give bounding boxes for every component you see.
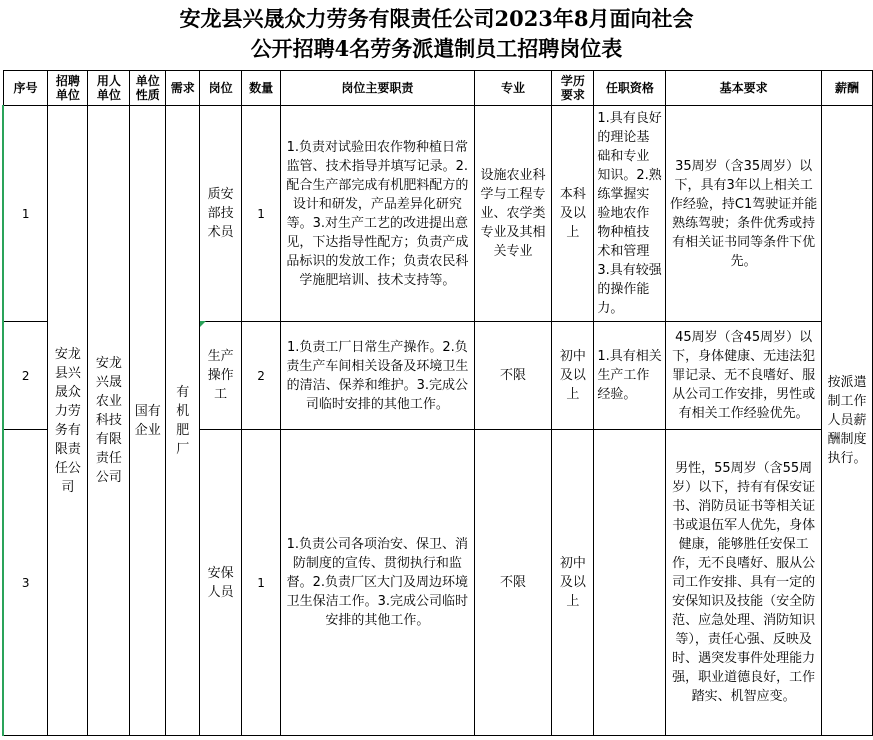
position-cell: 生产操作工 xyxy=(200,322,242,430)
header-qualification: 任职资格 xyxy=(594,71,666,106)
page-title xyxy=(0,0,873,68)
position-cell: 质安部技术员 xyxy=(200,106,242,322)
employ-unit-cell: 安龙兴晟农业科技有限责任公司 xyxy=(88,106,130,736)
salary-cell: 按派遣制工作人员薪酬制度执行。 xyxy=(821,106,872,736)
position-cell: 安保人员 xyxy=(200,430,242,736)
requirements-cell: 男性，55周岁（含55周岁）以下，持有有保安证书、消防员证书等相关证书或退伍军人优先，身体健康，能够胜任安保工作，无不良嗜好、服从公司工作安排、具有一定的安保知识及技能（安全防范、应急处理、消防知识等），责任心强、反映及时、遇突发事件处理能力强，职业道德良好，工作踏实、机智应变。 xyxy=(666,430,822,736)
education-cell: 初中及以上 xyxy=(552,322,594,430)
count-cell: 1 xyxy=(242,430,281,736)
demand-cell: 有机肥厂 xyxy=(166,106,200,736)
duties-cell: 1.负责工厂日常生产操作。2.负责生产车间相关设备及环境卫生的清洁、保养和维护。3.完成公司临时安排的其他工作。 xyxy=(281,322,475,430)
requirements-cell: 45周岁（含45周岁）以下，身体健康、无违法犯罪记录、无不良嗜好、服从公司工作安排，男性或有相关工作经验优先。 xyxy=(666,322,822,430)
recruit-unit-cell: 安龙县兴晟众力劳务有限责任公司 xyxy=(48,106,88,736)
header-seq: 序号 xyxy=(3,71,48,106)
recruitment-table xyxy=(2,70,873,736)
qualification-cell: 1.具有良好的理论基础和专业知识。2.熟练掌握实验地农作物种植技术和管理 3.具有较强的操作能力。 xyxy=(594,106,666,322)
duties-cell: 1.负责对试验田农作物种植日常监管、技术指导并填写记录。2.配合生产部完成有机肥料配方的设计和研发，产品差异化研究等。3.对生产工艺的改进提出意见，下达指导性配方；负责产成品标识的发放工作；负责农民科学施肥培训、技术支持等。 xyxy=(281,106,475,322)
header-position: 岗位 xyxy=(200,71,242,106)
row-seq: 3 xyxy=(3,430,48,736)
header-major: 专业 xyxy=(474,71,552,106)
header-row xyxy=(3,71,873,106)
header-requirements: 基本要求 xyxy=(666,71,822,106)
duties-cell: 1.负责公司各项治安、保卫、消防制度的宣传、贯彻执行和监督。2.负责厂区大门及周边环境卫生保洁工作。3.完成公司临时安排的其他工作。 xyxy=(281,430,475,736)
qualification-cell: 1.具有相关生产工作经验。 xyxy=(594,322,666,430)
header-recruit-unit: 招聘单位 xyxy=(48,71,88,106)
count-cell: 1 xyxy=(242,106,281,322)
header-demand: 需求 xyxy=(166,71,200,106)
requirements-cell: 35周岁（含35周岁）以下，具有3年以上相关工作经验，持C1驾驶证并能熟练驾驶；条件优秀或持有相关证书同等条件下优先。 xyxy=(666,106,822,322)
header-unit-nature: 单位性质 xyxy=(130,71,166,106)
header-count: 数量 xyxy=(242,71,281,106)
header-education: 学历要求 xyxy=(552,71,594,106)
title-line-2: 公开招聘4名劳务派遣制员工招聘岗位表 xyxy=(250,36,623,61)
row-seq: 1 xyxy=(3,106,48,322)
unit-nature-cell: 国有企业 xyxy=(130,106,166,736)
table-row xyxy=(3,106,873,322)
row-seq: 2 xyxy=(3,322,48,430)
major-cell: 不限 xyxy=(474,322,552,430)
qualification-cell xyxy=(594,430,666,736)
header-salary: 薪酬 xyxy=(821,71,872,106)
education-cell: 初中及以上 xyxy=(552,430,594,736)
major-cell: 不限 xyxy=(474,430,552,736)
comment-marker xyxy=(200,321,206,327)
header-duties: 岗位主要职责 xyxy=(281,71,475,106)
major-cell: 设施农业科学与工程专业、农学类专业及其相关专业 xyxy=(474,106,552,322)
header-employ-unit: 用人单位 xyxy=(88,71,130,106)
count-cell: 2 xyxy=(242,322,281,430)
education-cell: 本科及以上 xyxy=(552,106,594,322)
title-line-1: 安龙县兴晟众力劳务有限责任公司2023年8月面向社会 xyxy=(179,6,694,31)
